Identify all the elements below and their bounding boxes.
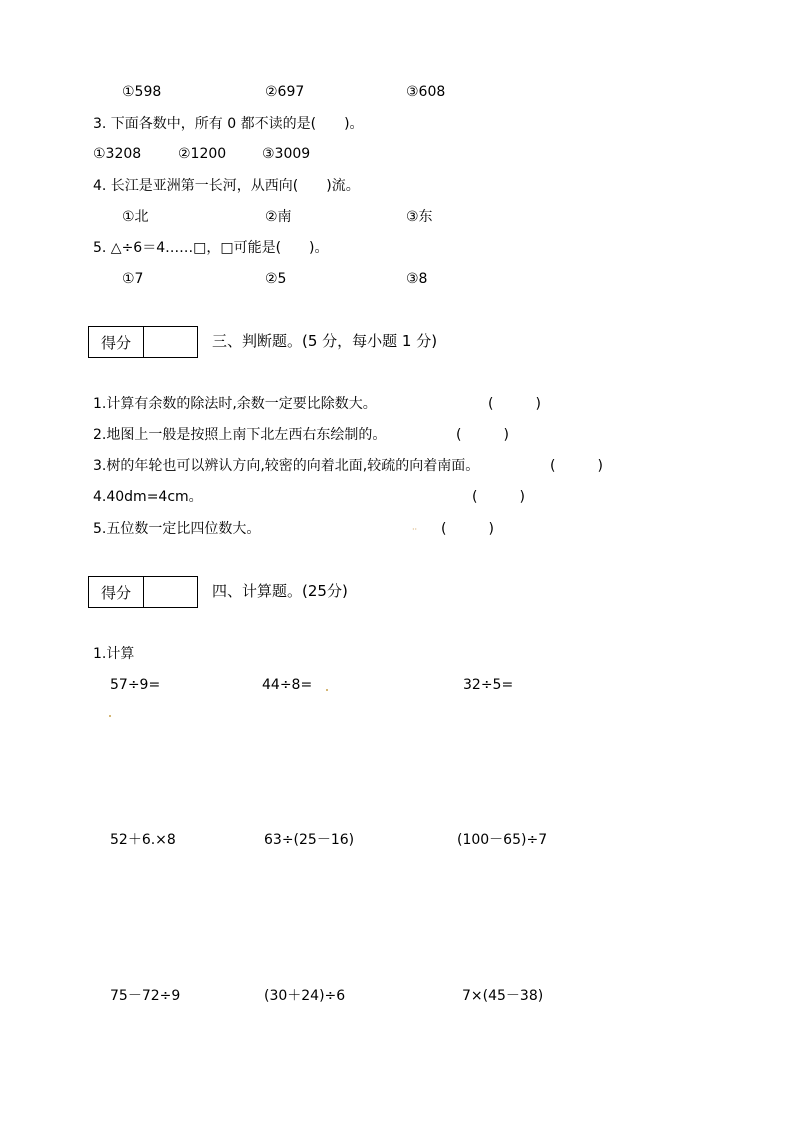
section3-title: 三、判断题。(5 分，每小题 1 分) [212, 332, 438, 350]
q3-option-3: ③3009 [262, 146, 311, 162]
score-box-section4 [88, 576, 198, 608]
score-label: 得分 [89, 327, 144, 357]
score-label: 得分 [89, 577, 144, 607]
calc-1-2: 44÷8= [262, 677, 313, 693]
q2-option-2: ②697 [265, 84, 305, 100]
calc-1-3: 32÷5= [463, 677, 514, 693]
judge-item-1-text: 1.计算有余数的除法时,余数一定要比除数大。 [93, 396, 377, 412]
calc-2-2: 63÷(25－16) [264, 832, 355, 848]
calc-1-1: 57÷9= [110, 677, 161, 693]
judge-item-3-bracket[interactable]: ( ) [550, 458, 603, 474]
q5-option-1: ①7 [122, 271, 144, 287]
q4-question: 4. 长江是亚洲第一长河，从西向( )流。 [93, 178, 360, 194]
q3-option-2: ②1200 [178, 146, 227, 162]
calc-3-2: (30＋24)÷6 [264, 988, 346, 1004]
judge-item-4-bracket[interactable]: ( ) [472, 489, 525, 505]
stray-mark [326, 689, 328, 691]
calc-2-1: 52＋6.×8 [110, 832, 176, 848]
judge-item-2-text: 2.地图上一般是按照上南下北左西右东绘制的。 [93, 427, 387, 443]
score-blank-field[interactable] [144, 327, 197, 357]
q5-option-2: ②5 [265, 271, 287, 287]
calc-3-1: 75－72÷9 [110, 988, 181, 1004]
q5-question: 5. △÷6＝4……□，□可能是( )。 [93, 240, 329, 256]
score-blank-field[interactable] [144, 577, 197, 607]
judge-item-5-text: 5.五位数一定比四位数大。 [93, 521, 261, 537]
q2-option-3: ③608 [406, 84, 446, 100]
calc-2-3: (100－65)÷7 [457, 832, 548, 848]
score-box-section3 [88, 326, 198, 358]
stray-mark [109, 715, 111, 717]
q5-option-3: ③8 [406, 271, 428, 287]
judge-item-5-bracket[interactable]: ( ) [441, 521, 494, 537]
section4-title: 四、计算题。(25分) [212, 582, 348, 600]
judge-item-2-bracket[interactable]: ( ) [456, 427, 509, 443]
judge-item-1-bracket[interactable]: ( ) [488, 396, 541, 412]
stray-mark: ·· [412, 525, 418, 534]
q4-option-1: ①北 [122, 209, 149, 225]
q3-option-1: ①3208 [93, 146, 142, 162]
q4-option-2: ②南 [265, 209, 292, 225]
calc-subtitle: 1.计算 [93, 646, 135, 662]
judge-item-4-text: 4.40dm=4cm。 [93, 489, 203, 505]
q2-option-1: ①598 [122, 84, 162, 100]
q4-option-3: ③东 [406, 209, 433, 225]
judge-item-3-text: 3.树的年轮也可以辨认方向,较密的向着北面,较疏的向着南面。 [93, 458, 480, 474]
q3-question: 3. 下面各数中，所有 0 都不读的是( )。 [93, 116, 364, 132]
calc-3-3: 7×(45－38) [462, 988, 544, 1004]
